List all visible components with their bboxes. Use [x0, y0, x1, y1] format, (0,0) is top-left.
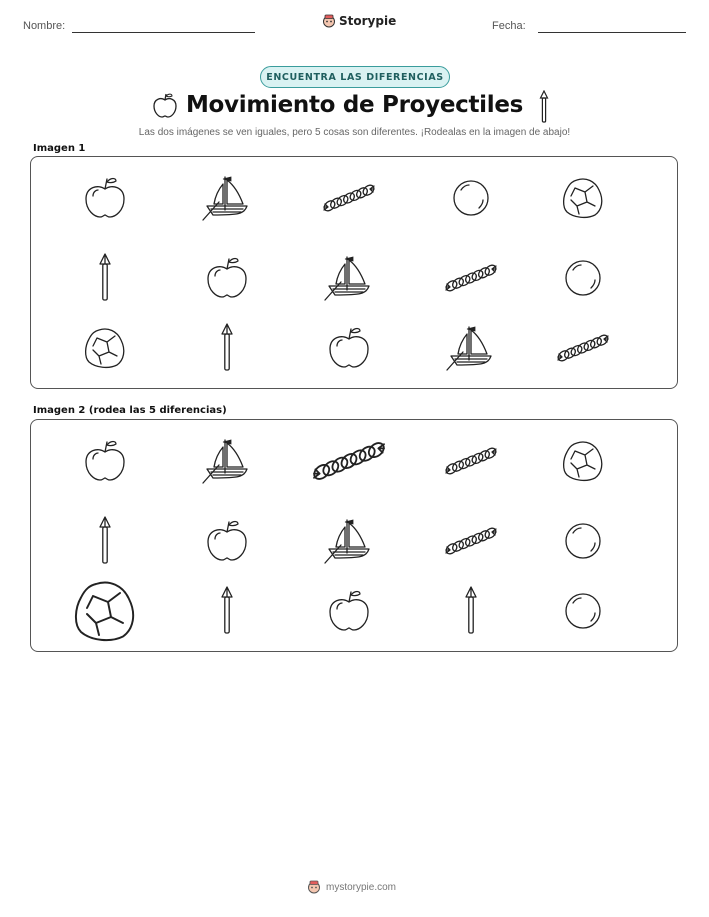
brand-name: Storypie	[339, 14, 397, 28]
storypie-mascot-icon	[322, 14, 336, 28]
ball-icon	[563, 258, 603, 298]
footer-url: mystorypie.com	[326, 881, 397, 893]
apple-icon	[83, 174, 127, 222]
apple-icon[interactable]	[327, 587, 371, 635]
boat-icon[interactable]	[201, 437, 253, 485]
boat-icon	[323, 254, 375, 302]
find-differences-badge: ENCUENTRA LAS DIFERENCIAS	[260, 66, 450, 88]
boat-icon[interactable]	[323, 517, 375, 565]
rock-icon[interactable]	[560, 438, 606, 484]
rope-icon	[556, 330, 610, 366]
apple-icon[interactable]	[83, 437, 127, 485]
image1-label: Imagen 1	[33, 143, 86, 154]
ball-icon[interactable]	[563, 591, 603, 631]
storypie-mascot-icon	[307, 880, 321, 894]
arrow-title-icon	[536, 90, 552, 128]
page-title: Movimiento de Proyectiles	[185, 92, 524, 118]
name-line[interactable]	[72, 32, 255, 33]
rope-icon	[322, 180, 376, 216]
image1-panel	[30, 156, 678, 389]
arrow-icon	[96, 252, 114, 304]
rope-icon	[444, 260, 498, 296]
arrow-icon[interactable]	[462, 585, 480, 637]
rock-icon	[560, 175, 606, 221]
boat-icon	[201, 174, 253, 222]
ball-icon[interactable]	[563, 521, 603, 561]
boat-icon	[445, 324, 497, 372]
date-label: Fecha:	[492, 20, 526, 32]
apple-icon	[205, 254, 249, 302]
rope-large-icon[interactable]	[311, 438, 387, 484]
arrow-icon[interactable]	[96, 515, 114, 567]
arrow-icon[interactable]	[218, 585, 236, 637]
instructions: Las dos imágenes se ven iguales, pero 5 cosas son diferentes. ¡Rodealas en la imagen de abajo!	[138, 127, 571, 138]
image2-label: Imagen 2 (rodea las 5 diferencias)	[33, 405, 227, 416]
rock-icon	[82, 325, 128, 371]
rope-icon[interactable]	[444, 523, 498, 559]
date-line[interactable]	[538, 32, 686, 33]
ball-icon	[451, 178, 491, 218]
arrow-icon	[218, 322, 236, 374]
name-label: Nombre:	[23, 20, 66, 32]
image2-panel[interactable]	[30, 419, 678, 652]
storypie-logo	[322, 14, 396, 28]
rock-large-icon[interactable]	[69, 576, 141, 646]
rope-icon[interactable]	[444, 443, 498, 479]
apple-icon	[327, 324, 371, 372]
footer	[307, 880, 396, 894]
apple-icon[interactable]	[205, 517, 249, 565]
